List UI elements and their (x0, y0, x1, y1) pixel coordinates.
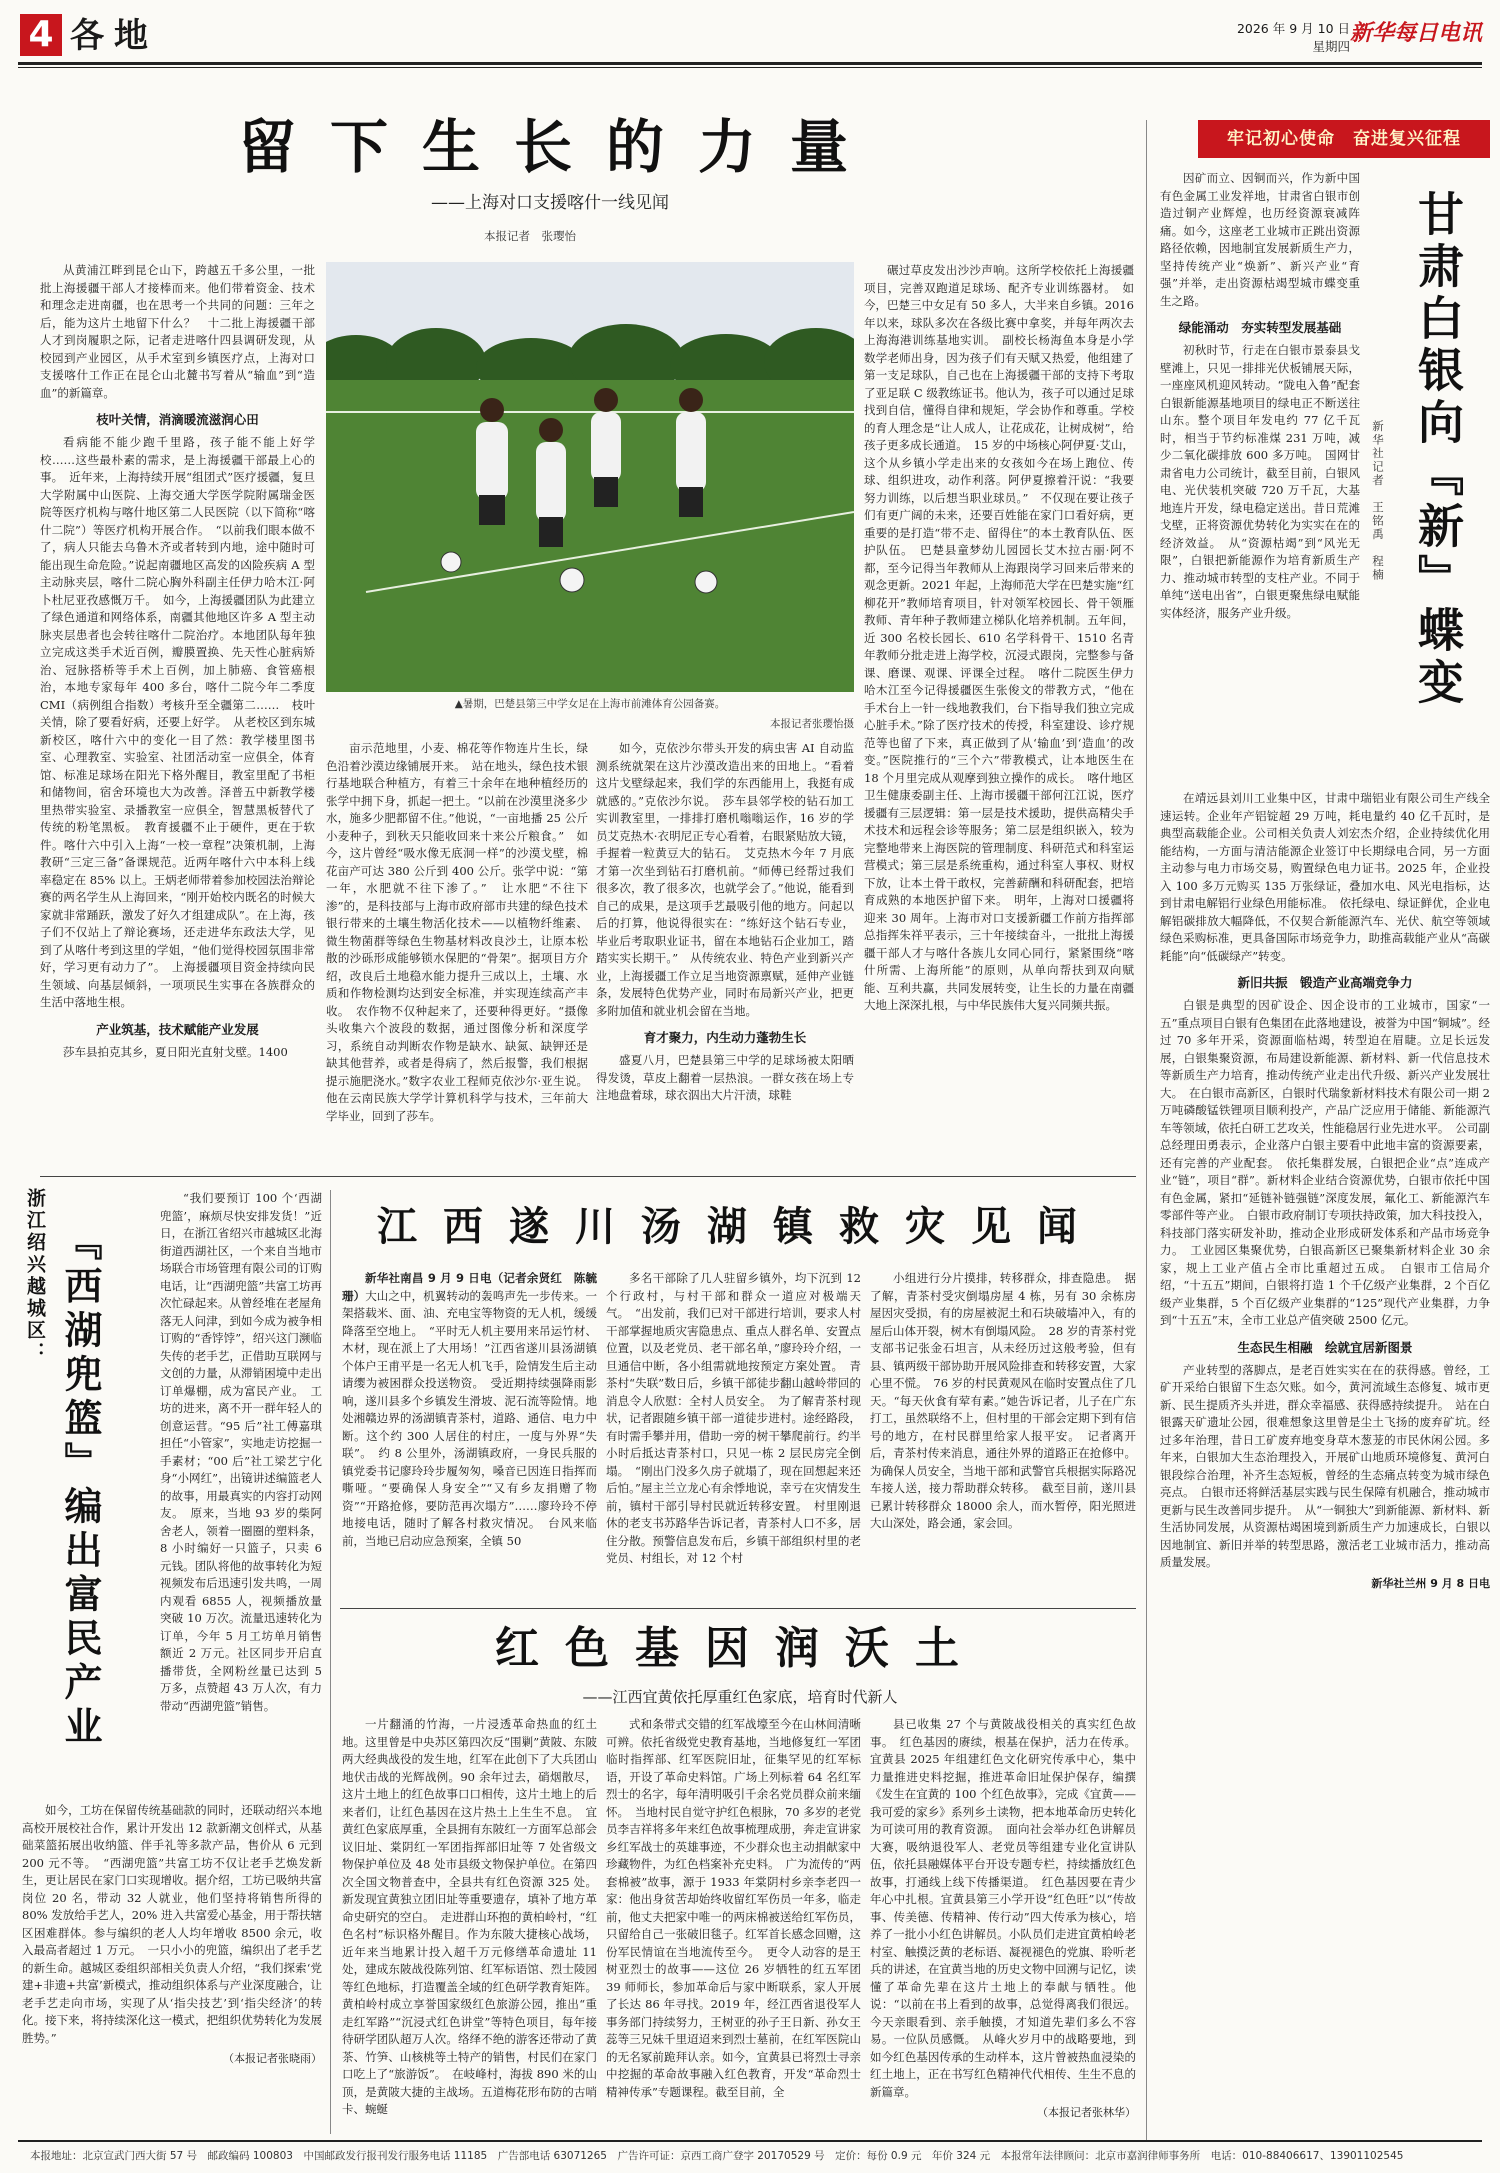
main-column-2 (326, 740, 588, 1167)
hongse-column-1 (342, 1716, 597, 2134)
zhejiang-body-1: “我们要预订 100 个‘西湖兜篮’，麻烦尽快安排发货！”近日，在浙江省绍兴市越城区北海街道西湖社区，一个来自当地市场联合市场管理有限公司的订购电话，让“西湖兜篮”共富工坊再次忙碌起来。从曾经堆在老屋角落无人问津，到如今成为被争相订购的“香饽饽”，绍兴这门濒临失传的老手艺，正借助互联网与文创的力量，从滞销困境中走出订单爆棚，成为富民产业。 工坊的进来，离不开一群年轻人的创意运营。“95 后”社工傅嘉琪担任“小管家”，实地走访挖掘一手素材；“00 后”社工梁艺宁化身“小网红”，出镜讲述编篮老人的故事，用最真实的内容打动网友。 原来，当地 93 岁的柴阿舍老人，领着一圈圈的塑料条，8 小时编好一只篮子，只卖 6 元钱。团队将他的故事转化为短视频发布后迅速引发共鸣，一周内观看 6855 人，视频播放量突破 10 万次。流量迅速转化为订单，今年 5 月工坊单月销售额近 2 万元。社区同步开启直播带货，全网粉丝量已达到 5 万多，点赞超 43 万人次，有力带动“西湖兜篮”销售。 (160, 1191, 322, 1713)
gansu-subhead-3: 生态民生相融 绘就宜居新图景 (1237, 1339, 1413, 1355)
gansu-body-4: 产业转型的落脚点，是老百姓实实在在的获得感。曾经，工矿开采给白银留下生态欠账。如今，黄河流域生态修复、城市更新、民生提质齐头并进，群众幸福感、获得感持续提升。 站在白银露天矿遗址公园，很难想象这里曾是尘土飞扬的废弃矿坑。经过多年治理，昔日工矿废弃地变身草木葱茏的市民休闲公园。多年来，白银加大生态治理投入，开展矿山地质环境修复、黄河白银段综合治理，补齐生态短板，曾经的生态痛点转变为城市绿色亮点。 白银市还将鲜活基层实践与民生保障有机融合，推动城市更新与民生改善同步提升。 从“一铜独大”到新能源、新材料、新生活协同发展，从资源枯竭困境到新质生产力加速成长，白银以因地制宜、新旧并举的转型思路，激活老工业城市活力，推动高质量发展。 (1160, 1362, 1490, 1569)
football-photo-illustration (326, 262, 854, 692)
jiangxi-column-2 (606, 1270, 861, 1600)
jiangxi-body-3: 小组进行分片摸排，转移群众，排查隐患。 据了解，青茶村受灾倒塌房屋 4 栋，另有 30 余栋房屋因灾受损，有的房屋被泥土和石块破墙冲入，有的屋后山体开裂，树木有倒塌风险。 28 岁的青茶村党支部书记张金石坦言，从未经历过这般考验，但有县、镇两级干部协助开展风险排查和转移安置，大家心里不慌。 76 岁的村民黄观风在临时安置点住了几天。“每天伙食有荤有素。”她告诉记者，儿子在广东打工，虽然联络不上，但村里的干部会定期下到有信号的地方，在村民群里给家人报平安。 记者离开后，青茶村传来消息，通往外界的道路正在抢修中。为确保人员安全，当地干部和武警官兵根据实际路况车接人送，接力帮助群众转移。 截至目前，遂川县已累计转移群众 18000 余人，而水暂停，阳光照进大山深处，路会通，家会回。 (870, 1271, 1136, 1530)
main-subhead-2: 产业筑基，技术赋能产业发展 (96, 1021, 259, 1037)
main-column-3 (596, 740, 854, 1167)
section-divider-1 (40, 1176, 1136, 1177)
hongse-body-2: 式和条带式交错的红军战壕至今在山林间清晰可辨。依托省级党史教育基地，当地修复红一军团临时指挥部、红军医院旧址，征集罕见的红军标语，开设了革命史料馆。广场上列标着 64 名红军烈士的名字，每年清明吸引千余名党员群众前来缅怀。 当地村民自觉守护红色根脉，70 多岁的老党员李吉祥将多年来红色故事梳理成册，奔走宣讲家乡红军战士的英雄事迹，不少群众也主动捐献家中珍藏物件，为红色档案补充史料。 广为流传的“两套棉被”故事，源于 1933 年棠阴村乡亲李老四一家：他出身贫苦却始终收留红军伤员一年多，临走前，他丈夫把家中唯一的两床棉被送给红军伤员，只留给自己一张破旧毯子。红军首长感念回赠，这份军民情谊在当地流传至今。 更令人动容的是王树亚烈士的故事——这位 26 岁牺牲的红五军团 39 师师长，参加革命后与家中断联系，家人开展了长达 86 年寻找。2019 年，经江西省退役军人事务部门持续努力，王树亚的孙子王日新、孙女王蕊等三兄妹千里迢迢来到烈士墓前，在红军医院山的无名冢前跪拜认亲。如今，宜黄县已将烈士寻亲中挖掘的革命故事融入红色教育，开发“革命烈士精神传承”专题课程。截至目前，全 (606, 1717, 861, 2099)
main-column-4 (864, 262, 1134, 1167)
main-body-2: 亩示范地里，小麦、棉花等作物连片生长，绿色沿着沙漠边缘铺展开来。 站在地头，绿色技术银行基地联合种植方，有着三十余年在地种植经历的张学中拥下身，抓起一把土。“以前在沙漠里浇多少水，施多少肥都留不住。”他说，“一亩地播 25 公斤小麦种子，到秋天只能收回来十来公斤粮食。” 如今，这片曾经“吸水像无底洞一样”的沙漠戈壁，棉花亩产可达 380 公斤到 400 公斤。张学中说：“第一年，水肥就不往下渗了。” 让水肥“不往下渗”的，是科技部与上海市政府部市共建的绿色技术银行带来的土壤生物活化技术——以植物纤维素、微生物菌群等绿色生物基材料改良沙土，让原本松散的沙砾形成能够锁水保肥的“骨架”。据项目方介绍，改良后土地稳水能力提升三成以上，土壤、水质和作物检测均达到安全标准，并实现连续高产丰收。 农作物不仅种起来了，还要种得更好。“摄像头收集六个波段的数据，通过图像分析和深度学习，系统自动判断农作物是缺水、缺氮、缺钾还是缺其他营养，或者是得病了，然后报警，我们根据提示施肥浇水。”数字农业工程师克依沙尔·亚生说。他在云南民族大学学计算机科学与技术，三年前大学毕业，回到了莎车。 (326, 741, 588, 1123)
gansu-column-b (1160, 790, 1490, 2140)
brand-logo: 新华每日电讯 (1349, 21, 1482, 46)
hongse-subtitle: ——江西宜黄依托厚重红色家底，培育时代新人 (582, 1688, 898, 1706)
jiangxi-body-2: 多名干部除了几人驻留乡镇外，均下沉到 12 个行政村，与村干部和群众一道应对极端天气。 “出发前，我们已对干部进行培训，要求人村干部掌握地质灾害隐患点、重点人群名单、安置点位置，以及老党员、老干部名单，”廖玲玲介绍，一旦通信中断，各小组需就地按预定方案处置。 青茶村“失联”数日后，乡镇干部徒步翻山越岭带回的消息令人欣慰：全村人员安全。 为了解青茶村现状，记者跟随乡镇干部一道徒步进村。途经路段，有时需手攀并用，借助一旁的树干攀爬前行。约半小时后抵达青茶村口，只见一栋 2 层民房完全倒塌。 “刚出门没多久房子就塌了，现在回想起来还后怕。”屋主兰立龙心有余悸地说，幸亏在灾情发生前，镇村干部引导村民就近转移安置。 村里刚退休的老支书苏路华告诉记者，青茶村人口不多，居住分散。预警信息发布后，乡镇干部组织村里的老党员、村组长，对 12 个村 (606, 1271, 861, 1565)
hongse-body-3: 县已收集 27 个与黄陂战役相关的真实红色故事。 红色基因的赓续，根基在保护，活力在传承。宜黄县 2025 年组建红色文化研究传承中心，集中力量推进史料挖掘，推进革命旧址保护保存，编撰《发生在宜黄的 100 个红色故事》，完成《宜黄——我可爱的家乡》系列乡土读物，把本地革命历史转化为可读可用的教育资源。 面向社会举办红色讲解员大赛，吸纳退役军人、老党员等组建专业化宣讲队伍，依托县融媒体平台开设专题专栏，持续播放红色故事，打通线上线下传播渠道。 红色基因要在青少年心中扎根。宜黄县第三小学开设“红色旺”以“传故事、传美德、传精神、传行动”四大传承为核心，培养了一批小小红色讲解员。小队员们走进宜黄柏岭老村室、触摸泛黄的老标语、凝视褪色的党旗、聆听老兵的讲述，在宜黄当地的历史文物中回溯与记忆，读懂了革命先辈在这片土地上的奉献与牺牲。他说：“以前在书上看到的故事，总觉得离我们很远。今天亲眼看到、亲手触摸，才知道先辈们多么不容易。一位队员感慨。 从峰火岁月中的战略要地，到如今红色基因传承的生动样本，这片曾被热血浸染的红土地上，正在书写红色精神代代相传、生生不息的新篇章。 (870, 1717, 1136, 2099)
section-divider-2 (340, 1608, 1136, 1609)
jiangxi-dateline: 新华社南昌 9 月 9 日电（记者余贤红 陈毓珊） (342, 1271, 597, 1303)
gansu-subhead-1: 绿能涌动 夯实转型发展基础 (1178, 320, 1342, 335)
hongse-body-1: 一片翻涌的竹海，一片浸透革命热血的红土地。这里曾是中央苏区第四次反“围剿”黄陂、东陂两大经典战役的发生地，红军在此创下了大兵团山地伏击战的光辉战例。90 余年过去，硝烟散尽，这片土地上的红色故事口口相传，这片土地上的后来者们，让红色基因在这片热土上生生不息。 宜黄红色家底厚重，全县拥有东陂红一方面军总部会议旧址、棠阴红一军团指挥部旧址等 7 处省级文物保护单位及 48 处市县级文物保护单位。在第四次全国文物普查中，全县共有红色资源 325 处。新发现宜黄独立团旧址等重要遗存，填补了地方革命史研究的空白。 走进群山环抱的黄柏岭村，“红色名村”标识格外醒目。作为东陂大捷核心战场，近年来当地累计投入超千万元修缮革命遗址 11 处，建成东陂战役陈列馆、红军标语馆、烈士陵园等红色地标，打造覆盖全域的红色研学教育矩阵。黄柏岭村成立享誉国家级红色旅游公园，推出“重走红军路”“沉浸式红色讲堂”等特色项目，每年接待研学团队超万人次。络绎不绝的游客还带动了黄茶、竹笋、山核桃等土特产的销售，村民们在家门口吃上了“旅游饭”。 在岐峰村，海拔 890 米的山顶，是黄陂大捷的主战场。五道梅花形布防的古哨卡、蜿蜒 (342, 1717, 597, 2116)
main-intro: 从黄浦江畔到昆仑山下，跨越五千多公里，一批批上海援疆干部人才接棒而来。他们带着资金、技术和理念走进南疆，也在思考一个共同的问题：三年之后，能为这片土地留下什么？ 十二批上海援疆干部人才到岗履职之际，记者走进喀什四县调研发现，从校园到产业园区，从手术室到乡镇医疗点，上海对口支援喀什工作正在昆仑山北麓书写着从“输血”到“造血”的新篇章。 (40, 263, 315, 400)
footer-rule (18, 2140, 1482, 2142)
zhejiang-body-2: 如今，工坊在保留传统基础款的同时，还联动绍兴本地高校开展校社合作，累计开发出 12 款新潮文创样式，从基础菜篮拓展出收纳篮、伴手礼等多款产品，售价从 6 元到 200 元不等。 “西湖兜篮”共富工坊不仅让老手艺焕发新生，更让居民在家门口实现增收。据介绍，工坊已吸纳共富岗位 20 名，带动 32 人就业，他们坚持将销售所得的 80% 发放给手艺人，20% 进入共富爱心基金，用于帮扶辖区困难群体。参与编织的老人人均年增收 8500 余元，收入最高者超过 1 万元。 一只小小的兜篮，编织出了老手艺的新生命。越城区委组织部相关负责人介绍，“我们探索‘党建+非遗+共富’新模式，推动组织体系与产业深度融合，让老手艺走向市场，实现了从‘指尖技艺’到‘指尖经济’的转化。接下来，将持续深化这一模式，把组织优势转化为发展胜势。” (22, 1803, 322, 2045)
main-subhead-1: 枝叶关情，消滴暖流滋润心田 (96, 412, 259, 427)
masthead-rule-thin (18, 67, 1482, 68)
jiangxi-headline: 江西遂川汤湖镇救灾见闻 (377, 1203, 1103, 1250)
gansu-body-3: 白银是典型的因矿设企、因企设市的工业城市，国家“一五”重点项目白银有色集团在此落地建设，被誉为中国“铜城”。经过 70 多年开采，资源面临枯竭，转型迫在眉睫。立足长远发展，白银集聚资源，布局建设新能源、新材料、新一代信息技术等新质生产力培育，推动传统产业走出代升级、新兴产业发展壮大。 在白银市高新区，白银时代瑞象新材料技术有限公司一期 2 万吨磷酸锰铁锂项目顺利投产，产品广泛应用于储能、新能源汽车等领域，依托白研工艺攻关，性能稳居行业先进水平。 公司副总经理田勇表示，企业落户白银主要看中此地丰富的资源要素，还有完善的产业配套。 依托集群发展，白银把企业“点”连成产业“链”，项目“群”。新材料企业结合资源优势，白银市依托中国有色金属，紧扣“延链补链强链”深度发展，氟化工、新能源汽车零部件等产业。 白银市政府制订专项扶持政策，加大科技投入，科技部门落实研发补助，推动企业形成研发体系和产品市场竞争力。 工业园区集聚优势，白银高新区已聚集新材料企业 30 余家，规上工业产值占全市比重超过五成。 白银市工信局介绍，“十五五”期间，白银将打造 1 个千亿级产业集群，2 个百亿级产业集群，5 个百亿级产业集群的“125”现代产业集群，力争到“十五五”末，全市工业总产值突破 2500 亿元。 (1160, 998, 1490, 1327)
main-headline: 留下生长的力量 (237, 113, 882, 181)
page-number: 4 (20, 14, 62, 56)
gansu-intro: 因矿而立、因铜而兴，作为新中国有色金属工业发祥地，甘肃省白银市创造过铜产业辉煌，也历经资源衰减阵痛。如今，这座老工业城市正跳出资源路径依赖，因地制宜发展新质生产力，坚持传统产业“焕新”、新兴产业“育强”并举，走出资源枯竭型城市蝶变重生之路。 (1160, 171, 1360, 308)
zhejiang-author: （本报记者张晓雨） (223, 2052, 322, 2065)
jiangxi-body-1: 大山之中，机翼转动的轰鸣声先一步传来。一架搭载米、面、油、充电宝等物资的无人机，缓缓降落至空地上。 “平时无人机主要用来吊运竹材、木材，现在派上了大用场！”江西省遂川县汤湖镇个体户王甫平是一名无人机飞手，险情发生后主动请缨为被困群众投送物资。 受近期持续强降雨影响，遂川县多个乡镇发生滑坡、泥石流等险情。地处湘赣边界的汤湖镇青茶村，道路、通信、电力中断。这个约 300 人居住的村庄，一度与外界“失联”。 约 8 公里外，汤湖镇政府，一身民兵服的镇党委书记廖玲玲步履匆匆，嗓音已因连日指挥而嘶哑。“要确保人身安全”“又有乡友捐赠了物资”“开路抢修，要防范再次塌方”……廖玲玲不停地接电话，随时了解各村救灾情况。 台风来临前，当地已启动应急预案，全镇 50 (342, 1288, 597, 1548)
hongse-column-2 (606, 1716, 861, 2134)
footer-info: 本报地址：北京宣武门西大街 57 号 邮政编码 100803 中国邮政发行报刊发行服务电话 11185 广告部电话 63071265 广告许可证：京西工商广登字 20170529 号 定价：每份 0.9 元 年价 324 元 本报常年法律顾问：北京市嘉润律师事务所 电话：010-88406617、13901102545 (30, 2150, 1404, 2162)
main-subtitle: ——上海对口支援喀什一线见闻 (431, 193, 669, 213)
weekday-text: 星期四 (1312, 39, 1350, 54)
gansu-body-2: 在靖远县刘川工业集中区，甘肃中瑞铝业有限公司生产线全速运转。企业年产铝锭超 29 万吨，耗电量约 40 亿千瓦时，是典型高载能企业。公司相关负责人刘宏杰介绍，企业持续优化用能结构，一方面与清洁能源企业签订中长期绿电合同，另一方面主动参与电力市场交易，购置绿色电力证书。2025 年，企业投入 100 多万元购买 135 万张绿证，叠加水电、风光电指标，达到甘肃电解铝行业绿色用能标准。 依托绿电、绿证鲜优，企业电解铝碳排放大幅降低，不仅契合新能源汽车、光伏、航空等领域绿色采购标准，更具备国际市场竞争力，助推高载能产业从“高碳耗能”向“低碳绿产”转变。 (1160, 791, 1490, 963)
masthead-rule (18, 62, 1482, 65)
gansu-byline: 新华社记者 王铭禹 程楠 (1371, 420, 1385, 582)
photo-credit: 本报记者张璎怡摄 (770, 718, 854, 730)
photo-caption: ▲暑期，巴楚县第三中学女足在上海市前滩体育公园备赛。 (454, 698, 726, 710)
jiangxi-column-1 (342, 1270, 597, 1600)
football-photo (326, 262, 854, 692)
gansu-dateline-end: 新华社兰州 9 月 8 日电 (1371, 1576, 1490, 1590)
zhejiang-headline: 『西湖兜篮』编出富民产业 (58, 1222, 103, 1750)
main-body-1: 看病能不能少跑千里路，孩子能不能上好学校……这些最朴素的需求，是上海援疆干部最上心的事。 近年来，上海持续开展“组团式”医疗援疆，复旦大学附属中山医院、上海交通大学医学院附属瑞金医院等医疗机构与喀什地区第二人民医院（以下简称“喀什二院”）等医疗机构开展合作。 “以前我们眼本做不了，病人只能去乌鲁木齐或者转到内地，途中随时可能出现生命危险。”说起南疆地区高发的凶险疾病 A 型主动脉夹层，喀什二院心胸外科副主任伊力哈木江·阿卜杜尼亚孜感慨万千。 如今，上海援疆团队为此建立了绿色通道和网络体系，南疆其他地区许多 A 型主动脉夹层患者也会转往喀什二院治疗。本地团队每年独立完成这类手术近百例，瓣膜置换、先天性心脏病矫治、冠脉搭桥等手术上百例，加上肺癌、食管癌根治，本地专家每年 400 多台，喀什二院今年二季度 CMI（病例组合指数）考核升至全疆第二…… 枝叶关情，除了要看好病，还要上好学。 从老校区到东城新校区，喀什六中的变化一目了然：教学楼里图书室、心理教室、实验室、社团活动室一应俱全，体育馆、标准足球场在阳光下格外醒目，教室里配了书柜和储物间，宿舍环境也大为改善。泽普五中新教学楼里热带实验室、录播教室一应俱全，智慧黑板替代了传统的粉笔黑板。 教育援疆不止于硬件，更在于软件。喀什六中引入上海“一校一章程”决策机制，上海教研“三定三备”备课规范。近两年喀什六中本科上线率稳定在 85% 以上。王炳老师带着参加校园法治辩论赛的两名学生从上海回来，“刚开始校内既名的时候大家就非常踊跃，激发了好久才组建成队”。在上海，孩子们不仅站上了辩论赛场，还走进华东政法大学，见到了从喀什考到这里的学姐，“他们觉得校园氛围非常好，学习更有动力了”。 上海援疆项目资金持续向民生领域、向基层倾斜，一项项民生实事在各族群众的生活中落地生根。 (40, 435, 315, 1009)
column-divider (1146, 120, 1147, 2140)
zhejiang-column-1 (160, 1190, 322, 1800)
zhejiang-location: 浙江绍兴越城区： (24, 1188, 46, 1364)
gansu-subhead-2: 新旧共振 锻造产业高端竞争力 (1237, 975, 1413, 990)
main-byline: 本报记者 张璎怡 (484, 229, 576, 243)
main-body-3: 如今，克依沙尔带头开发的病虫害 AI 自动监测系统就架在这片沙漠改造出来的田地上。“看着这片戈壁绿起来，我们学的东西能用上，我挺有成就感的。”克依沙尔说。 莎车县邻学校的钻石加工实训教室里，一排排打磨机嗡嗡运作，16 岁的学员艾克热木·衣明尼正专心看着，右眼紧贴放大镜，手握着一粒黄豆大的钻石。 艾克热木今年 7 月底才第一次坐到钻石打磨机前。“师傅已经帮过我们很多次，教了很多次，也就学会了。”他说，能看到自己的成果，是这项手艺最吸引他的地方。问起以后的打算，他说得很实在：“练好这个钻石专业，毕业后考取职业证书，留在本地钻石企业加工，踏踏实实长期干。” 从传统农业、特色产业到新兴产业，上海援疆工作立足当地资源禀赋，延伸产业链条，发展特色优势产业，同时布局新兴产业，把更多附加值和就业机会留在当地。 (596, 741, 854, 1018)
main-body-4: 碾过草皮发出沙沙声响。这所学校依托上海援疆项目，完善双跑道足球场、配齐专业训练器材。 如今，巴楚三中女足有 50 多人，大半来自乡镇。2016 年以来，球队多次在各级比赛中拿奖，并每年两次去上海海港训练基地实训。 副校长杨海鱼本身是小学数学老师出身，因为孩子们有天赋又热爱，他组建了第一支足球队，自己也在上海援疆干部的支持下考取了亚足联 C 级教练证书。他认为，孩子可以通过足球找到自信，懂得自律和规矩，学会协作和尊重。学校的育人理念是“让人成人，让花成花，让树成树”，给孩子更多成长通道。 15 岁的中场核心阿伊夏·艾山，这个从乡镇小学走出来的女孩如今在场上跑位、传球、组织进攻，动作利落。阿伊夏擦着汗说：“我要努力训练，以后想当职业球员。” 不仅现在要让孩子们有更广阔的未来，还要百姓能在家门口看好病，更重要的是打造“带不走、留得住”的本土教育队伍、医护队伍。 巴楚县童梦幼儿园园长艾木拉古丽·阿不都，至今记得当年教师从上海跟岗学习回来后带来的观念更新。2021 年起，上海师范大学在巴楚实施“红柳花开”教师培育项目，针对领军校园长、骨干领雁教师、青年种子教师建立梯队化培养机制。五年间，近 300 名校长园长、610 名学科骨干、1510 名青年教师分批走进上海学校，沉浸式跟岗，完整参与备课、磨课、观课、评课全过程。 喀什二院医生伊力哈木江至今记得援疆医生张俊文的带教方式，“他在手术台上一针一线地教我们，台下指导我们独立完成心脏手术。”除了医疗技术的传授，科室建设、诊疗规范等也留了下来，真正做到了从‘输血’到‘造血’的改变。”医院推行的“三个六”带教模式，让本地医生在 18 个月里完成从观摩到独立操作的成长。 喀什地区卫生健康委副主任、上海市援疆干部何江江说，医疗援疆有三层逻辑：第一层是技术援助，提供高精尖手术技术和远程会诊等服务；第二层是组织嵌入，较为完整地带来上海医院的管理制度、科研范式和科室运营模式；第三层是系统重构，通过科室人事权、财权下放，让本土骨干敢权，完善薪酬和科研配套，把培育成熟的本地医护留下来。 明年，上海对口援疆将迎来 30 周年。上海市对口支援新疆工作前方指挥部总指挥朱祥平表示，三十年接续奋斗，一批批上海援疆干部人才与喀什各族儿女同心同行，紧紧围绕“喀什所需、上海所能”的原则，从单向帮扶到双向赋能、互利共赢，共同发展转变，让生长的力量在南疆大地上深深扎根，与中华民族伟大复兴同频共振。 (864, 263, 1134, 1012)
theme-banner: 牢记初心使命 奋进复兴征程 (1198, 120, 1490, 158)
main-column-1 (40, 262, 315, 1167)
hongse-author: （本报记者张林华） (1037, 2106, 1136, 2119)
section-title: 各地 (70, 16, 158, 56)
zhejiang-column-2 (22, 1802, 322, 2134)
gansu-body-1: 初秋时节，行走在白银市景泰县戈壁滩上，只见一排排光伏板铺展天际，一座座风机迎风转动。“陇电入鲁”配套白银新能源基地项目的绿电正不断送往山东。整个项目年发电约 77 亿千瓦时，相当于节约标准煤 231 万吨，减少二氧化碳排放 600 多万吨。 国网甘肃省电力公司统计，截至目前，白银风电、光伏装机突破 720 万千瓦，大基地连片开发，绿电稳定送出。昔日荒滩戈壁，正将资源优势转化为实实在在的经济效益。 从“资源枯竭”到“风光无限”，白银把新能源作为培育新质生产力、推动城市转型的支柱产业。不同于单纯“送电出省”，白银更聚焦绿电赋能实体经济，服务产业升级。 (1160, 343, 1360, 620)
main-body-1-tail: 莎车县拍克其乡，夏日阳光直射戈壁。1400 (63, 1044, 288, 1059)
column-divider-left (330, 1190, 331, 2134)
main-body-3-tail: 盛夏八月，巴楚县第三中学的足球场被太阳晒得发烫，草皮上翻着一层热浪。一群女孩在场上专注地盘着球，球衣泅出大片汗渍，球鞋 (596, 1053, 854, 1102)
hongse-column-3 (870, 1716, 1136, 2134)
jiangxi-column-3 (870, 1270, 1136, 1600)
hongse-headline: 红色基因润沃土 (495, 1623, 985, 1674)
main-subhead-3: 育才聚力，内生动力蓬勃生长 (643, 1030, 807, 1045)
date-text: 2026 年 9 月 10 日 (1236, 21, 1350, 36)
gansu-headline: 甘肃白银向『新』蝶变 (1411, 190, 1465, 710)
issue-date (1237, 20, 1350, 56)
